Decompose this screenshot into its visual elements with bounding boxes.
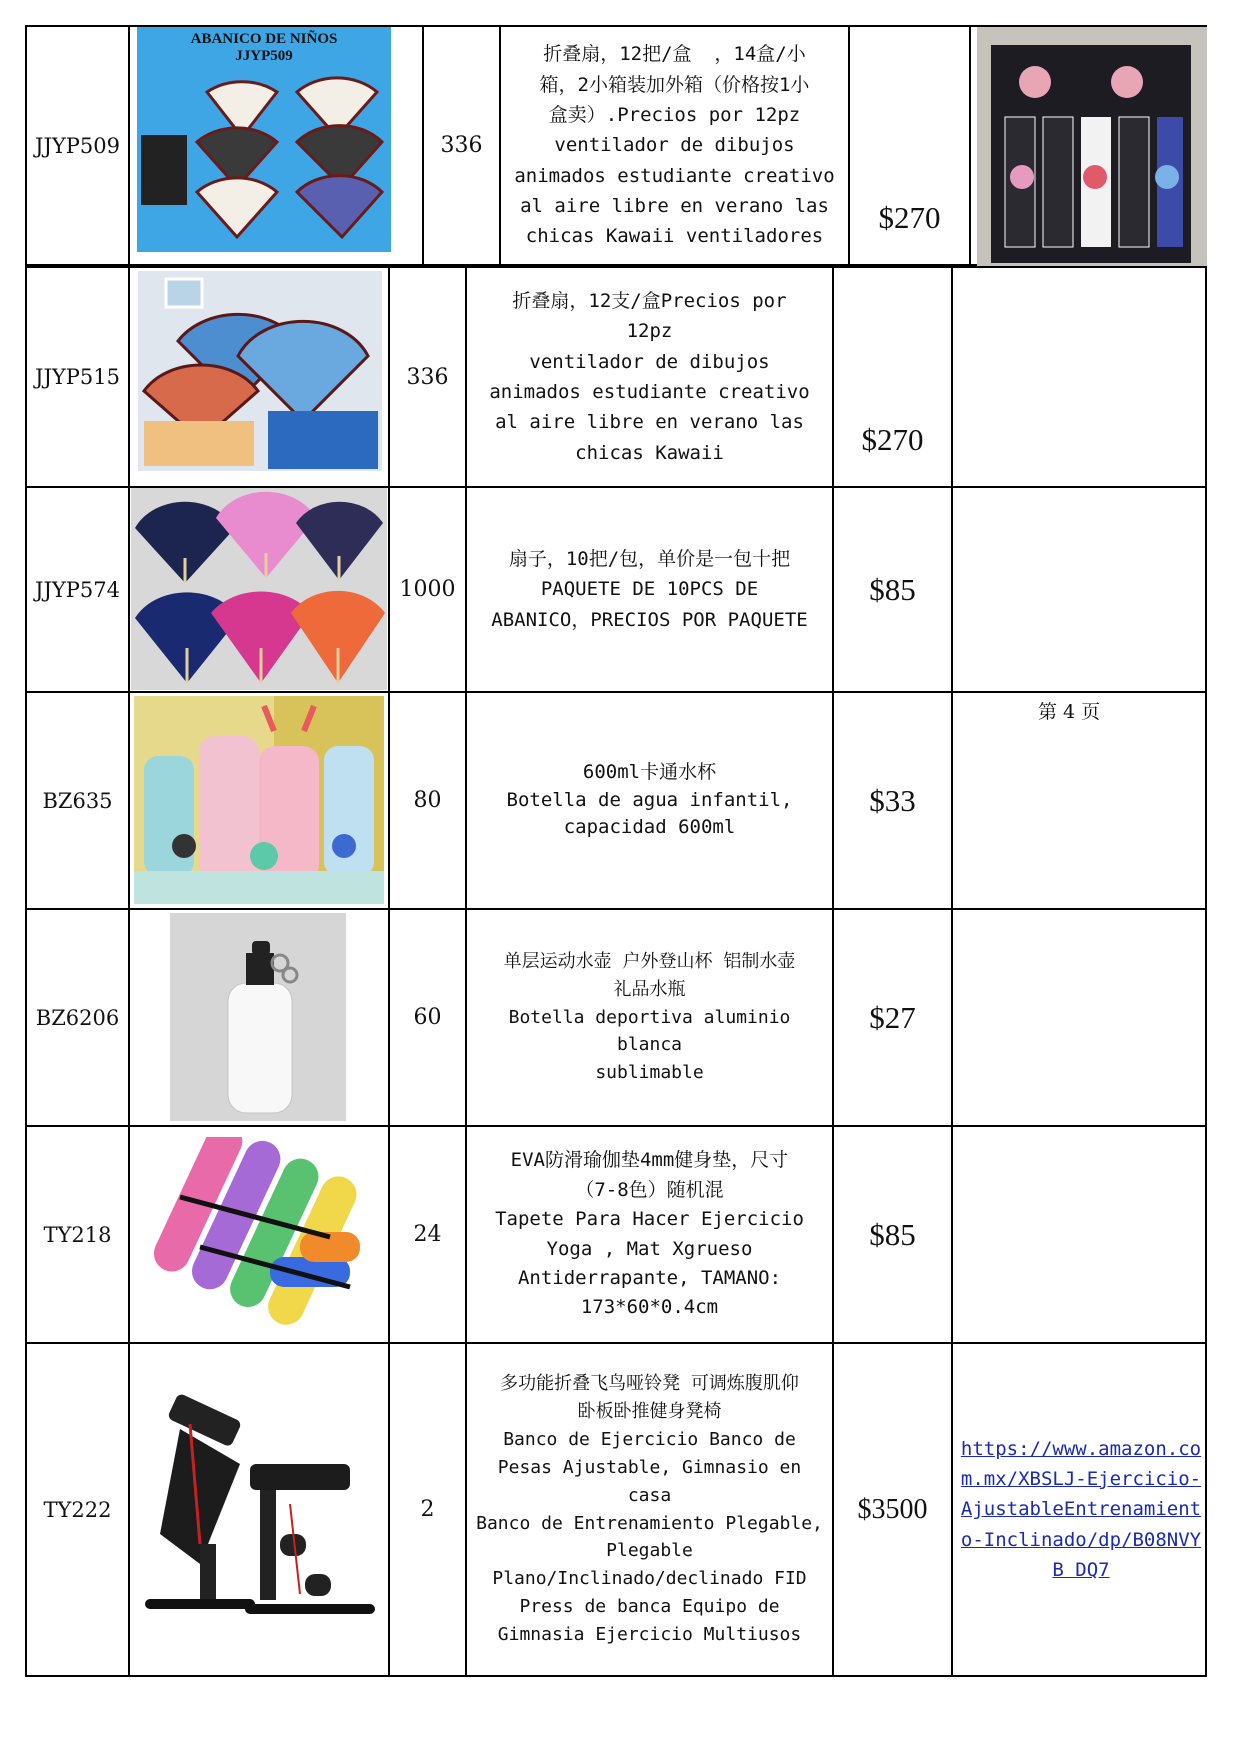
table-row (25, 908, 1207, 1127)
empty-cell (951, 268, 1209, 486)
desc-line: EVA防滑瑜伽垫4mm健身垫，尺寸 (510, 1149, 789, 1172)
desc-line: Plegable (606, 1540, 693, 1562)
product-code: BZ6206 (35, 1005, 120, 1030)
desc-line: Tapete Para Hacer Ejercicio (495, 1208, 804, 1231)
price-value: $85 (869, 571, 916, 607)
page-number: 第 4 页 (1038, 701, 1101, 723)
desc-line: al aire libre en verano las (495, 411, 804, 434)
product-code: TY222 (43, 1497, 112, 1522)
table-row (25, 691, 1207, 910)
product-code: JJYP574 (35, 577, 120, 602)
table-row (25, 1342, 1207, 1677)
desc-line: Banco de Entrenamiento Plegable, (476, 1512, 823, 1534)
quantity: 336 (422, 27, 499, 264)
empty-cell (951, 1127, 1209, 1342)
desc-line: animados estudiante creativo (489, 381, 810, 403)
desc-line: 多功能折叠飞鸟哑铃凳 可调炼腹肌仰 (500, 1373, 799, 1395)
desc-line: Banco de Ejercicio Banco de (503, 1428, 796, 1450)
description (465, 488, 832, 691)
desc-line: 12pz (626, 320, 673, 343)
table-row (25, 266, 1207, 488)
desc-line: Botella de agua infantil, (506, 788, 793, 811)
link-cell (951, 1344, 1209, 1675)
desc-line: al aire libre en verano las (520, 195, 829, 218)
product-image (128, 268, 388, 486)
price (832, 1127, 951, 1342)
desc-line: （7-8色）随机混 (575, 1178, 724, 1201)
product-image (128, 910, 388, 1125)
desc-line: 折叠扇，12把/盒 ，14盒/小 (543, 43, 806, 66)
desc-line: PAQUETE DE 10PCS DE (540, 578, 759, 601)
price-value: $270 (861, 422, 924, 457)
quantity: 60 (388, 910, 465, 1125)
quantity: 1000 (388, 488, 465, 691)
desc-line: chicas Kawaii ventiladores (525, 225, 824, 248)
desc-line: Press de banca Equipo de (519, 1596, 780, 1618)
product-image (128, 1127, 388, 1342)
desc-line: sublimable (595, 1062, 704, 1084)
quantity: 2 (388, 1344, 465, 1675)
empty-cell (951, 693, 1209, 908)
desc-line: 卧板卧推健身凳椅 (577, 1400, 722, 1422)
quantity: 24 (388, 1127, 465, 1342)
price-value: $27 (869, 999, 916, 1035)
price (848, 27, 969, 264)
desc-line: Gimnasia Ejercicio Multiusos (497, 1624, 802, 1646)
desc-line: ventilador de dibujos (529, 350, 770, 373)
price (832, 1344, 951, 1675)
desc-line: chicas Kawaii (575, 441, 724, 464)
desc-line: Botella deportiva aluminio blanca (508, 1006, 802, 1056)
price-value: $85 (869, 1216, 916, 1252)
product-code: TY218 (43, 1222, 112, 1247)
desc-line: animados estudiante creativo (514, 164, 835, 187)
empty-cell (951, 488, 1209, 691)
description (465, 910, 832, 1125)
product-code: BZ635 (42, 788, 113, 813)
price-value: $270 (878, 200, 941, 235)
product-code: JJYP509 (35, 133, 120, 158)
image-caption: ABANICO DE NIÑOS JJYP509 (190, 31, 338, 64)
desc-line: capacidad 600ml (563, 816, 736, 839)
table-row (25, 1125, 1207, 1344)
desc-line: 折叠扇，12支/盒Precios por (512, 289, 787, 312)
product-photo (969, 27, 1209, 264)
price (832, 910, 951, 1125)
price (832, 268, 951, 486)
product-image (128, 693, 388, 908)
desc-line: ventilador de dibujos (554, 134, 795, 157)
description (465, 693, 832, 908)
desc-line: Antiderrapante, TAMANO: (517, 1266, 782, 1289)
description (499, 27, 848, 264)
product-image (128, 27, 422, 264)
description (465, 1127, 832, 1342)
desc-line: 单层运动水壶 户外登山杯 铝制水壶 (503, 950, 796, 972)
price (832, 488, 951, 691)
price-value: $33 (869, 782, 916, 818)
product-image (128, 1344, 388, 1675)
product-image (128, 488, 388, 691)
desc-line: Pesas Ajustable, Gimnasio en casa (497, 1456, 813, 1506)
desc-line: 173*60*0.4cm (580, 1296, 719, 1319)
desc-line: Yoga , Mat Xgrueso (546, 1237, 753, 1260)
amazon-product-link[interactable]: https://www.amazon.com.mx/XBSLJ-Ejercicio-AjustableEntrenamiento-Inclinado/dp/B08NVYB DQ7 (960, 1437, 1202, 1582)
desc-line: 扇子，10把/包，单价是一包十把 (508, 547, 791, 570)
quantity: 336 (388, 268, 465, 486)
desc-line: 箱，2小箱装加外箱（价格按1小 (539, 73, 810, 96)
description (465, 268, 832, 486)
price (832, 693, 951, 908)
product-table (25, 25, 1207, 1677)
description (465, 1344, 832, 1675)
table-row (25, 25, 1207, 266)
desc-line: 礼品水瓶 (613, 978, 686, 1000)
empty-cell (951, 910, 1209, 1125)
price-value: $3500 (857, 1493, 928, 1525)
desc-line: ABANICO，PRECIOS POR PAQUETE (491, 608, 808, 631)
desc-line: 盒卖）.Precios por 12pz (548, 103, 801, 126)
desc-line: 600ml卡通水杯 (582, 761, 717, 784)
table-row (25, 488, 1207, 693)
product-code: JJYP515 (35, 365, 120, 389)
quantity: 80 (388, 693, 465, 908)
desc-line: Plano/Inclinado/declinado FID (492, 1568, 807, 1590)
